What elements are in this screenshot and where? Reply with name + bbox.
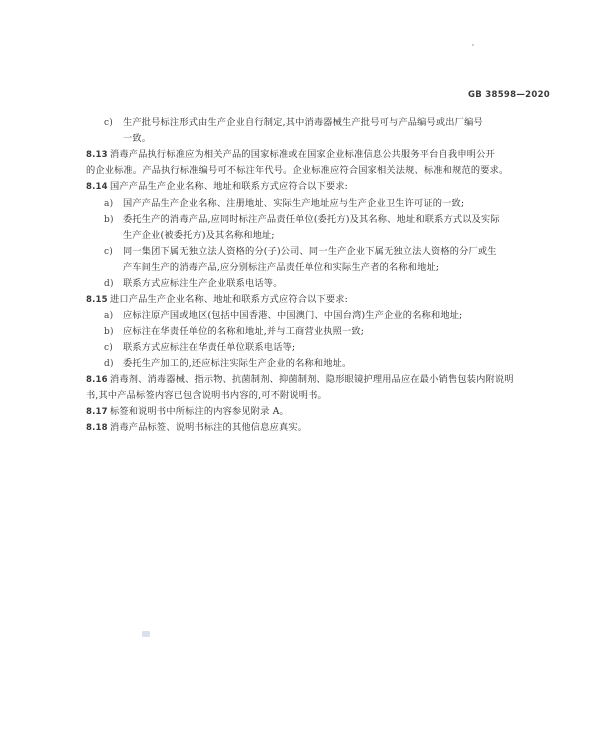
paragraph-line: 消毒剂、消毒器械、指示物、抗菌制剂、抑菌制剂、隐形眼镜护理用品应在最小销售包装内附说明	[110, 374, 514, 385]
paragraph-line: 标签和说明书中所标注的内容参见附录 A。	[110, 406, 289, 417]
list-item-text: 委托生产的消毒产品,应同时标注产品责任单位(委托方)及其名称、地址和联系方式以及实际	[123, 214, 500, 225]
list-item-text: 联系方式应标注生产企业联系电话等。	[123, 278, 283, 289]
list-marker: c)	[104, 343, 113, 353]
list-item-text: 委托生产加工的,还应标注实际生产企业的名称和地址。	[123, 358, 352, 369]
list-item-text: 同一集团下属无独立法人资格的分(子)公司、同一生产企业下属无独立法人资格的分厂或生	[123, 246, 497, 257]
clause-number: 8.15	[86, 295, 108, 305]
clause-number: 8.18	[86, 423, 108, 433]
list-marker: b)	[104, 215, 114, 225]
clause-number: 8.14	[86, 182, 108, 192]
clause-number: 8.13	[86, 150, 108, 160]
paragraph-line: 的企业标准。产品执行标准编号可不标注年代号。企业标准应符合国家相关法规、标准和规范的要求。	[86, 165, 509, 176]
standard-code: GB 38598—2020	[467, 90, 550, 100]
list-item-text: 应标注原产国或地区(包括中国香港、中国澳门、中国台湾)生产企业的名称和地址;	[123, 310, 463, 321]
list-marker: a)	[104, 199, 114, 209]
scan-mark	[142, 631, 150, 637]
paragraph-line: 书,其中产品标签内容已包含说明书内容的,可不附说明书。	[86, 390, 327, 401]
clause-number: 8.16	[86, 375, 108, 385]
clause-number: 8.17	[86, 407, 108, 417]
list-item-text: 国产产品生产企业名称、注册地址、实际生产地址应与生产企业卫生许可证的一致;	[123, 198, 465, 209]
list-marker: b)	[104, 327, 114, 337]
list-marker: a)	[104, 311, 114, 321]
list-marker: c)	[104, 118, 113, 128]
scan-speck	[472, 44, 474, 46]
clause-title: 进口产品生产企业名称、地址和联系方式应符合以下要求:	[110, 294, 348, 305]
list-marker: d)	[104, 359, 114, 369]
paragraph-line: 一致。	[123, 133, 152, 144]
clause-title: 国产产品生产企业名称、地址和联系方式应符合以下要求:	[110, 181, 348, 192]
paragraph-line: 消毒产品执行标准应为相关产品的国家标准或在国家企业标准信息公共服务平台自我申明公开	[110, 149, 495, 160]
list-marker: c)	[104, 247, 113, 257]
list-item-text: 应标注在华责任单位的名称和地址,并与工商营业执照一致;	[123, 326, 365, 337]
list-item-text: 生产企业(被委托方)及其名称和地址;	[123, 230, 275, 241]
list-item-text: 联系方式应标注在华责任单位联系电话等;	[123, 342, 296, 353]
list-item-text: 产车间生产的消毒产品,应分别标注产品责任单位和实际生产者的名称和地址;	[123, 262, 440, 273]
paragraph-line: 消毒产品标签、说明书标注的其他信息应真实。	[110, 422, 308, 433]
paragraph-line: 生产批号标注形式由生产企业自行制定,其中消毒器械生产批号可与产品编号或出厂编号	[123, 117, 483, 128]
list-marker: d)	[104, 279, 114, 289]
